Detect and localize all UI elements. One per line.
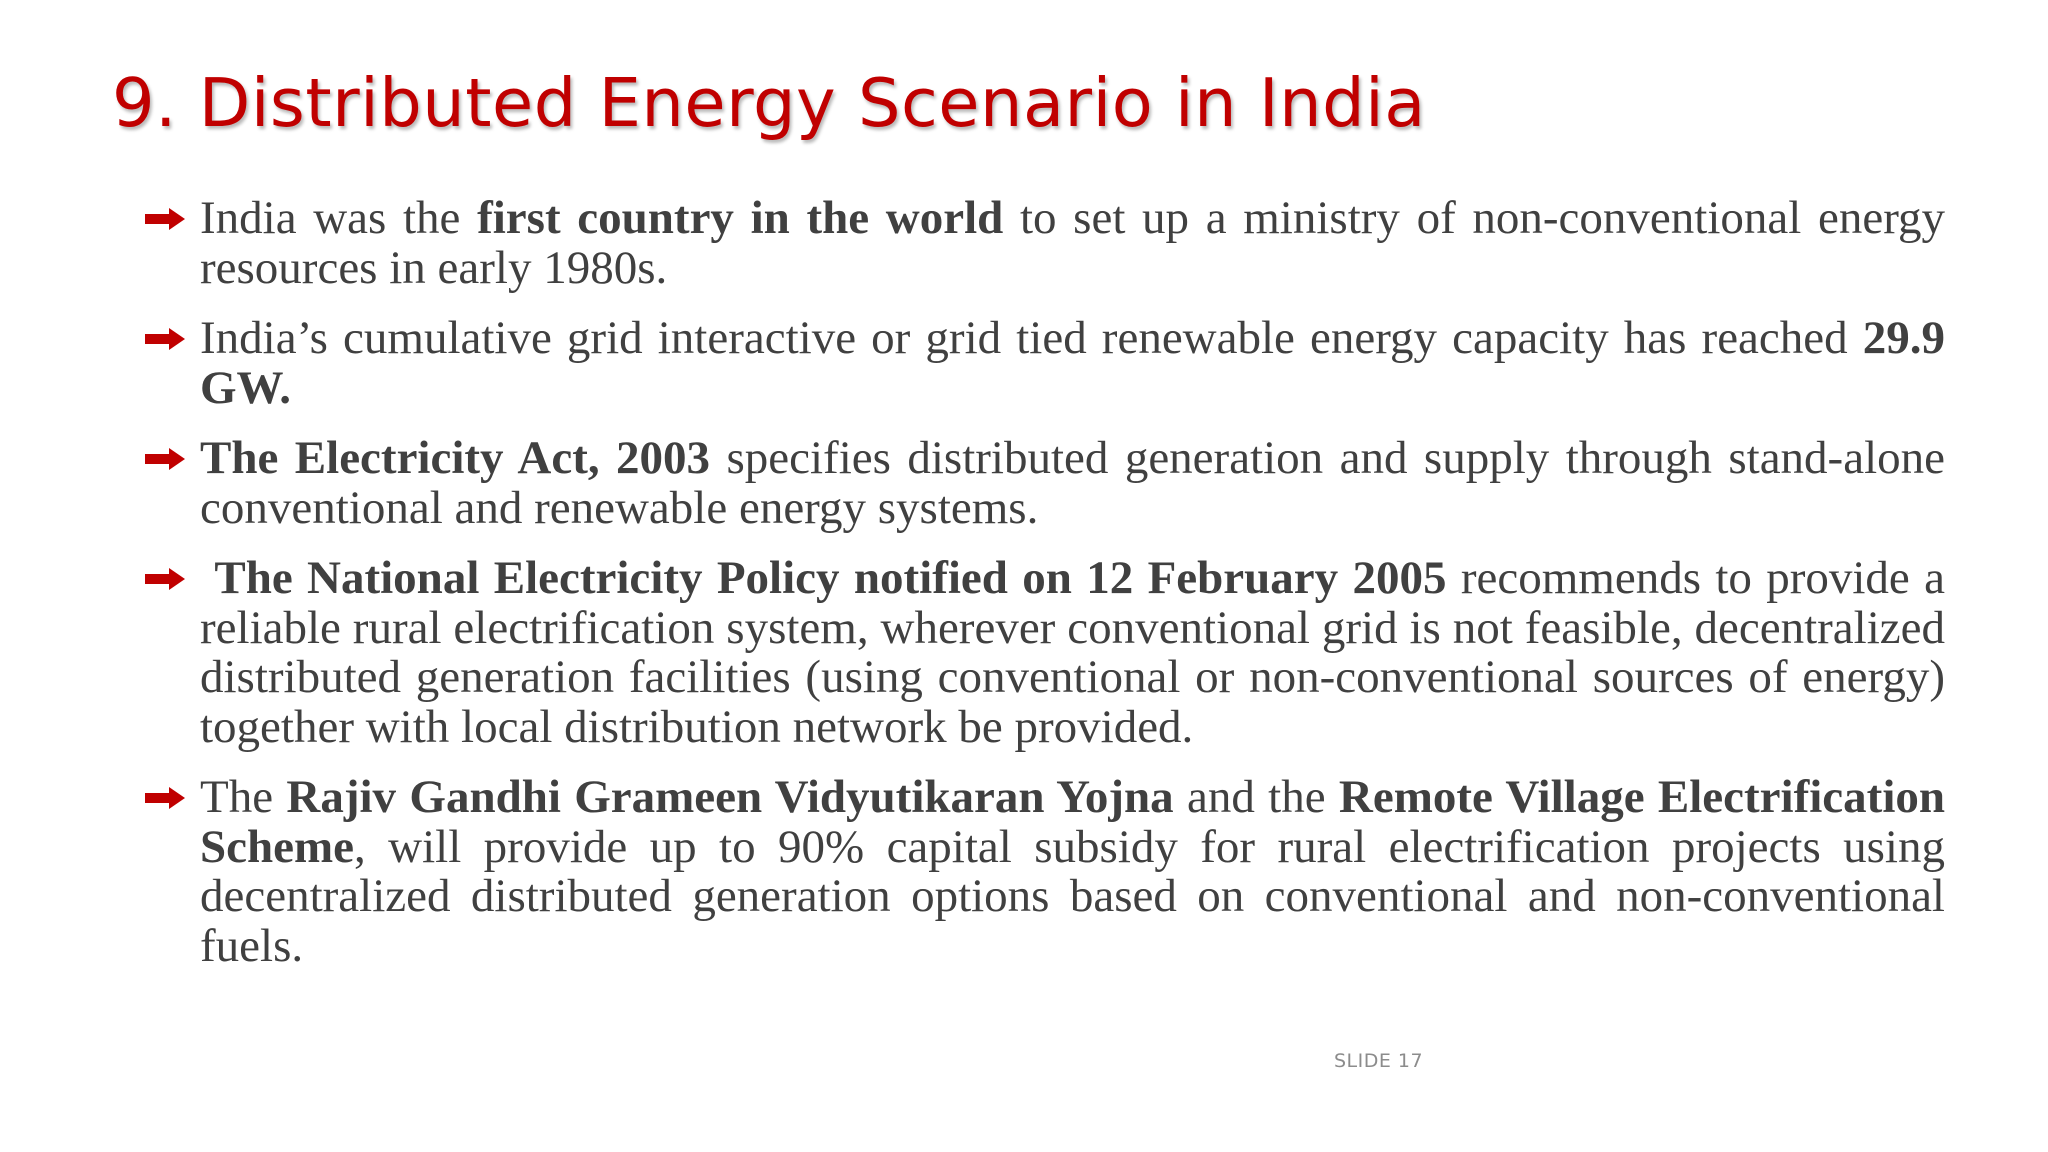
bullet-item (145, 554, 1945, 752)
bullet-item (145, 434, 1945, 533)
bullet-text (200, 192, 1945, 294)
bullet-bold-segment: The National Electricity Policy notified on 12 February 2005 (200, 552, 1447, 604)
slide-title: 9. Distributed Energy Scenario in India (112, 64, 1426, 142)
bullet-segment: recommends to provide a reliable rural electrification system, wherever conventional grid is not feasible, decentralized distributed generation facilities (using conventional or non-conventional sources of energy) together with local distribution network be provided. (200, 552, 1945, 753)
bullet-item (145, 194, 1945, 293)
bullet-bold-segment: first country in the world (477, 192, 1004, 244)
bullet-text (200, 312, 1945, 414)
bullet-text (200, 771, 1945, 972)
bullet-segment: to set up a ministry of non-conventional energy resources in early 1980s. (200, 192, 1946, 294)
arrow-right-icon (145, 328, 185, 350)
slide-number: SLIDE 17 (1334, 1050, 1424, 1072)
bullet-segment: , will provide up to 90% capital subsidy for rural electrification projects using decentralized distributed generation options based on conventional and non-conventional fuels. (200, 820, 1945, 972)
bullet-bold-segment: Remote Village Electrification Scheme (200, 771, 1946, 873)
bullet-item (145, 314, 1945, 413)
bullet-list (145, 194, 1945, 971)
bullet-segment: India was the (200, 192, 478, 244)
bullet-bold-segment: 29.9 GW. (200, 312, 1945, 414)
bullet-bold-segment: The Electricity Act, 2003 (200, 432, 711, 484)
arrow-right-icon (145, 568, 185, 590)
bullet-bold-segment: Rajiv Gandhi Grameen Vidyutikaran Yojna (286, 771, 1174, 823)
bullet-text (200, 432, 1945, 534)
arrow-right-icon (145, 787, 185, 809)
bullet-text (200, 552, 1945, 753)
bullet-segment: The (200, 771, 287, 823)
bullet-segment: specifies distributed generation and supply through stand-alone conventional and renewable energy systems. (200, 432, 1945, 534)
bullet-item (145, 773, 1945, 971)
arrow-right-icon (145, 448, 185, 470)
bullet-segment: India’s cumulative grid interactive or grid tied renewable energy capacity has reached (200, 312, 1863, 364)
arrow-right-icon (145, 208, 185, 230)
bullet-segment: and the (1173, 771, 1339, 823)
